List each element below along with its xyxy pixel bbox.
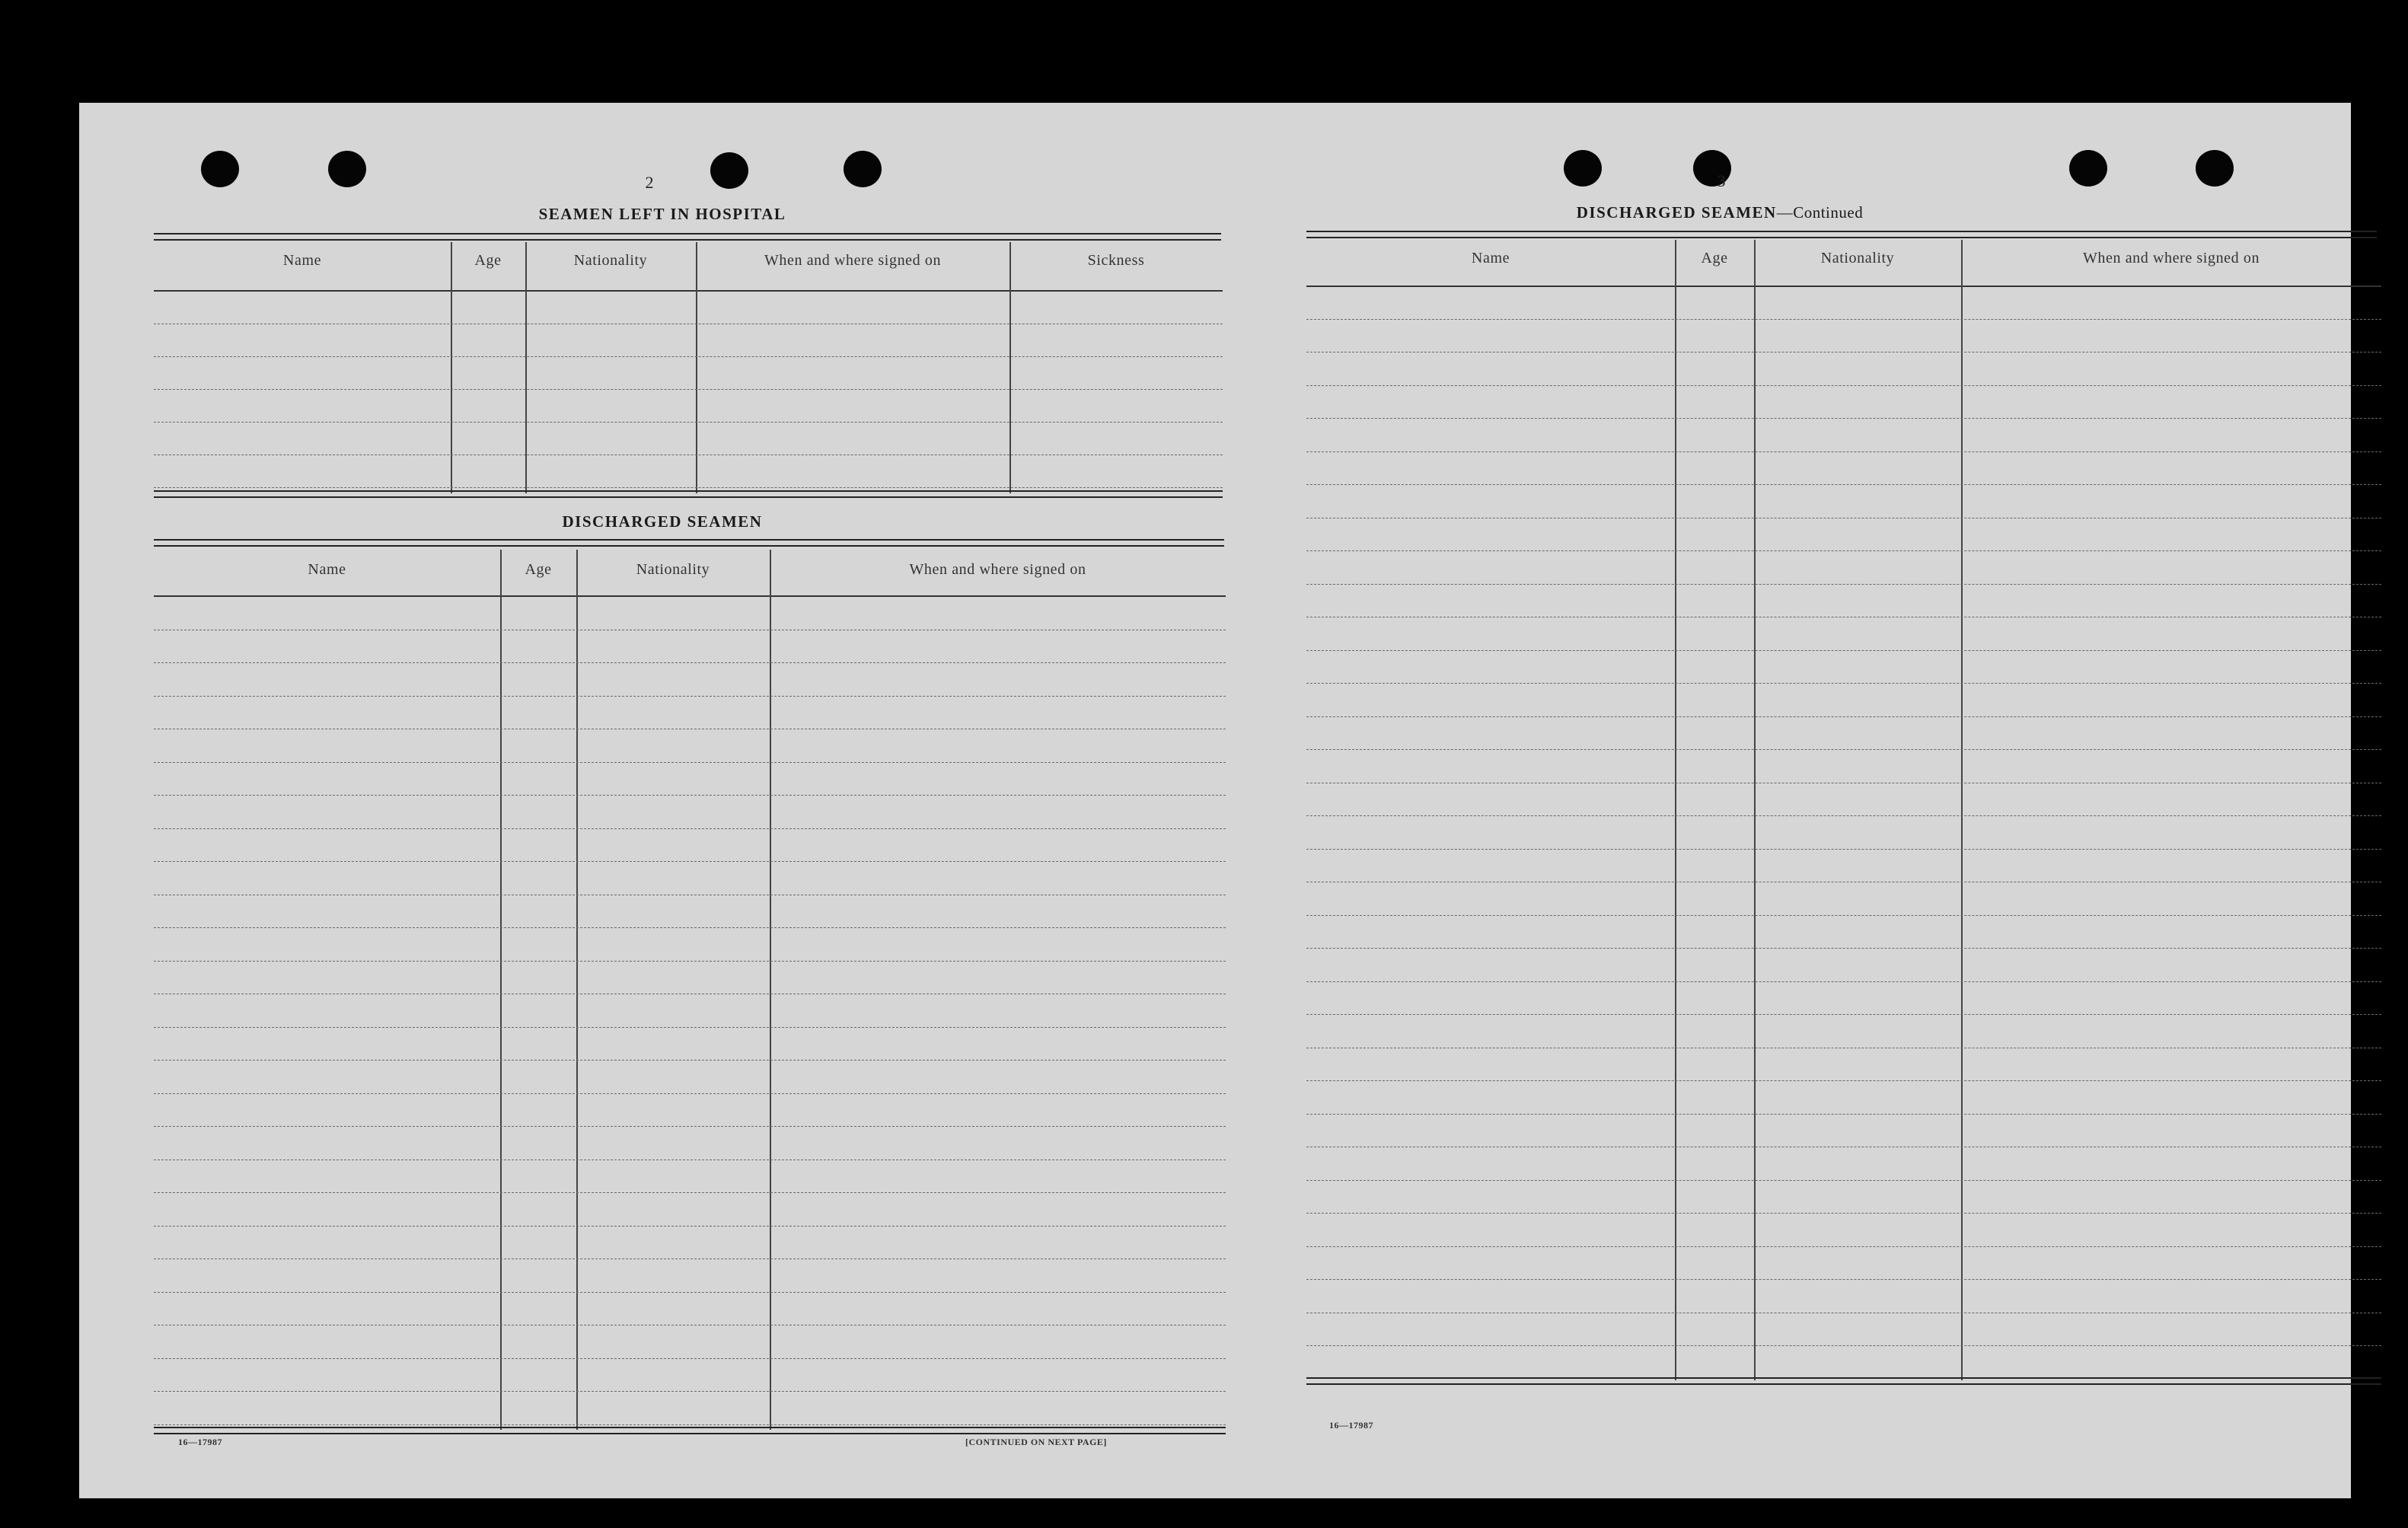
entry-line bbox=[1306, 981, 2381, 982]
entry-line bbox=[1306, 683, 2381, 684]
column-divider bbox=[500, 550, 502, 1430]
entry-line bbox=[1306, 650, 2381, 651]
entry-line bbox=[1306, 319, 2381, 320]
column-divider bbox=[696, 242, 697, 493]
entry-line bbox=[154, 762, 1226, 763]
entry-line bbox=[154, 795, 1226, 796]
punch-hole bbox=[328, 151, 366, 187]
form-sheet bbox=[79, 103, 2351, 1498]
entry-line bbox=[1306, 550, 2381, 551]
table-top-rule bbox=[1306, 231, 2377, 238]
entry-line bbox=[1306, 1345, 2381, 1346]
column-divider bbox=[1754, 240, 1756, 1380]
entry-line bbox=[154, 1093, 1226, 1094]
column-header-age: Age bbox=[474, 252, 502, 269]
table-bottom-rule bbox=[154, 490, 1223, 498]
entry-line bbox=[1306, 418, 2381, 419]
section-title-discharged-continued bbox=[1495, 203, 1944, 222]
entry-line bbox=[154, 1292, 1226, 1293]
section-title-hospital: SEAMEN LEFT IN HOSPITAL bbox=[538, 205, 786, 223]
page-number-right: 3 bbox=[1717, 171, 1726, 190]
entry-line bbox=[154, 389, 1223, 390]
entry-line bbox=[1306, 1080, 2381, 1081]
entry-line bbox=[154, 1027, 1226, 1028]
entry-line bbox=[1306, 1180, 2381, 1181]
section-title-text: DISCHARGED SEAMEN bbox=[1576, 203, 1777, 222]
column-divider bbox=[770, 550, 771, 1430]
entry-line bbox=[154, 1391, 1226, 1392]
entry-line bbox=[1306, 1014, 2381, 1015]
entry-line bbox=[1306, 1114, 2381, 1115]
entry-line bbox=[1306, 1213, 2381, 1214]
entry-line bbox=[154, 828, 1226, 829]
entry-line bbox=[1306, 815, 2381, 816]
column-header-nationality: Nationality bbox=[573, 252, 648, 269]
entry-line bbox=[1306, 948, 2381, 949]
table-bottom-rule bbox=[154, 1427, 1226, 1434]
form-number-left: 16—17987 bbox=[178, 1437, 222, 1447]
section-title-discharged: DISCHARGED SEAMEN bbox=[562, 512, 763, 531]
entry-line bbox=[154, 487, 1223, 488]
header-underline bbox=[154, 290, 1223, 292]
punch-hole bbox=[710, 152, 748, 189]
section-title-suffix: —Continued bbox=[1776, 203, 1864, 222]
entry-line bbox=[154, 662, 1226, 663]
entry-line bbox=[1306, 1246, 2381, 1247]
entry-line bbox=[1306, 716, 2381, 717]
column-header-when-where: When and where signed on bbox=[2082, 250, 2260, 266]
column-header-when-where: When and where signed on bbox=[764, 252, 942, 269]
entry-line bbox=[154, 1358, 1226, 1359]
entry-line bbox=[1306, 584, 2381, 585]
column-divider bbox=[576, 550, 578, 1430]
column-divider bbox=[1009, 242, 1011, 493]
column-header-nationality: Nationality bbox=[636, 561, 710, 578]
punch-hole bbox=[2196, 150, 2234, 187]
column-header-when-where: When and where signed on bbox=[909, 561, 1086, 578]
entry-line bbox=[1306, 484, 2381, 485]
column-header-name: Name bbox=[282, 252, 322, 269]
entry-line bbox=[154, 422, 1223, 423]
punch-hole bbox=[2069, 150, 2107, 187]
column-divider bbox=[525, 242, 527, 493]
discharged-table bbox=[154, 550, 1226, 1430]
column-header-name: Name bbox=[308, 561, 346, 578]
discharged-continued-table bbox=[1306, 240, 2381, 1380]
table-top-rule bbox=[154, 539, 1224, 547]
entry-line bbox=[1306, 915, 2381, 916]
entry-line bbox=[1306, 749, 2381, 750]
column-divider bbox=[451, 242, 452, 493]
entry-line bbox=[154, 1126, 1226, 1127]
entry-line bbox=[1306, 1279, 2381, 1280]
form-number-right: 16—17987 bbox=[1329, 1420, 1373, 1431]
header-underline bbox=[154, 595, 1226, 597]
entry-line bbox=[154, 1060, 1226, 1061]
column-header-name: Name bbox=[1471, 250, 1510, 266]
punch-hole bbox=[844, 151, 882, 187]
entry-line bbox=[154, 1258, 1226, 1259]
continued-note: [CONTINUED ON NEXT PAGE] bbox=[965, 1437, 1107, 1447]
entry-line bbox=[154, 927, 1226, 928]
column-header-nationality: Nationality bbox=[1820, 250, 1895, 266]
punch-hole bbox=[1564, 150, 1602, 187]
column-divider bbox=[1961, 240, 1963, 1380]
entry-line bbox=[1306, 451, 2381, 452]
entry-line bbox=[154, 1226, 1226, 1227]
hospital-table bbox=[154, 242, 1223, 493]
column-divider bbox=[1675, 240, 1676, 1380]
page-number-left: 2 bbox=[645, 173, 654, 192]
column-header-sickness: Sickness bbox=[1087, 252, 1145, 269]
entry-line bbox=[154, 861, 1226, 862]
entry-line bbox=[154, 1424, 1226, 1425]
table-top-rule bbox=[154, 233, 1221, 241]
entry-line bbox=[154, 696, 1226, 697]
entry-line bbox=[1306, 849, 2381, 850]
header-underline bbox=[1306, 286, 2381, 287]
column-header-age: Age bbox=[525, 561, 552, 578]
entry-line bbox=[1306, 385, 2381, 386]
entry-line bbox=[154, 1192, 1226, 1193]
column-header-age: Age bbox=[1701, 250, 1728, 266]
entry-line bbox=[154, 961, 1226, 962]
table-bottom-rule bbox=[1306, 1377, 2381, 1385]
punch-hole bbox=[201, 151, 239, 187]
entry-line bbox=[154, 356, 1223, 357]
